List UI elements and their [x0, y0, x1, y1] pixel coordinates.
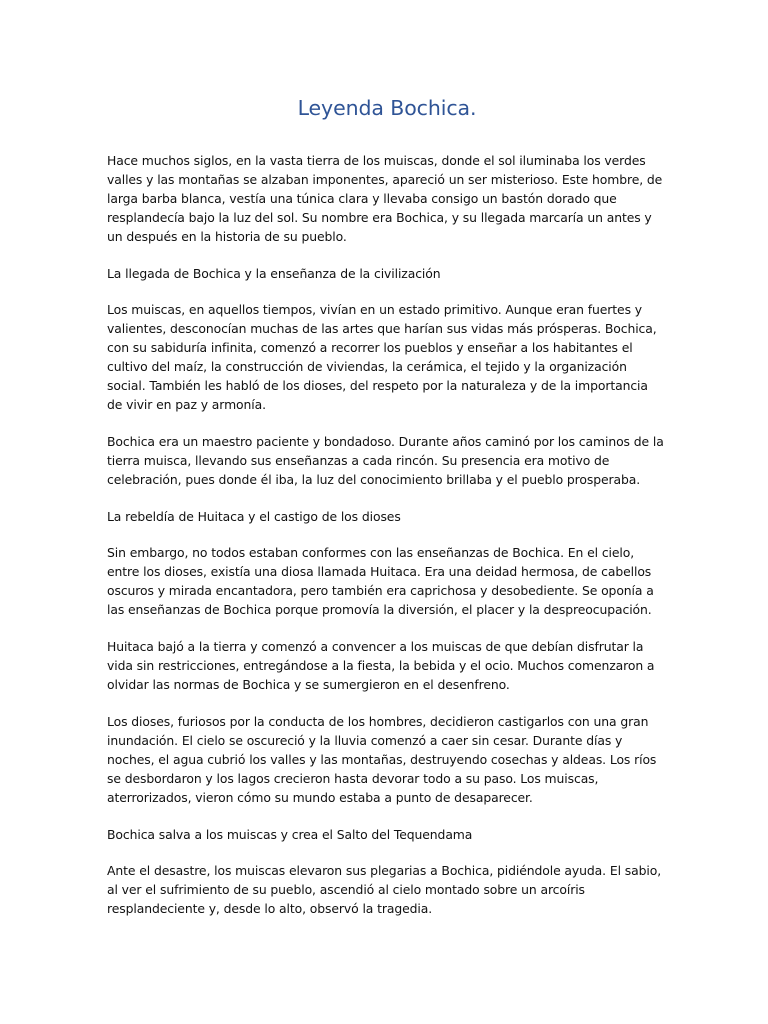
paragraph-huitaca-earth: Huitaca bajó a la tierra y comenzó a convencer a los muiscas de que debían disfrutar la vida sin restricciones, entregándose a la fiesta, la bebida y el ocio. Muchos comenzaron a olvidar las normas de Bochica y se sumergieron en el desenfreno.: [107, 639, 655, 692]
paragraph-muiscas-primitive: Los muiscas, en aquellos tiempos, vivían en un estado primitivo. Aunque eran fuertes y valientes, desconocían muchas de las artes que harían sus vidas más prósperas. Bochica, con su sabiduría infinita, comenzó a recorrer los pueblos y enseñar a los habitantes el cultivo del maíz, la construcción de viviendas, la cerámica, el tejido y la organización social. También les habló de los dioses, del respeto por la naturaleza y de la importancia de vivir en paz y armonía.: [107, 302, 657, 412]
paragraph-intro: Hace muchos siglos, en la vasta tierra de los muiscas, donde el sol iluminaba los verdes valles y las montañas se alzaban imponentes, apareció un ser misterioso. Este hombre, de larga barba blanca, vestía una túnica clara y llevaba consigo un bastón dorado que resplandecía bajo la luz del sol. Su nombre era Bochica, y su llegada marcaría un antes y un después en la historia de su pueblo.: [107, 153, 663, 244]
paragraph-flood: Los dioses, furiosos por la conducta de los hombres, decidieron castigarlos con una gran inundación. El cielo se oscureció y la lluvia comenzó a caer sin cesar. Durante días y noches, el agua cubrió los valles y las montañas, destruyendo cosechas y aldeas. Los ríos se desbordaron y los lagos crecieron hasta devorar todo a su paso. Los muiscas, aterrorizados, vieron cómo su mundo estaba a punto de desaparecer.: [107, 714, 657, 805]
section-heading-huitaca: La rebeldía de Huitaca y el castigo de los dioses: [107, 509, 401, 524]
document-body: [107, 93, 667, 936]
section-heading-tequendama: Bochica salva a los muiscas y crea el Salto del Tequendama: [107, 827, 473, 842]
paragraph-bochica-teacher: Bochica era un maestro paciente y bondadoso. Durante años caminó por los caminos de la tierra muisca, llevando sus enseñanzas a cada rincón. Su presencia era motivo de celebración, pues donde él iba, la luz del conocimiento brillaba y el pueblo prosperaba.: [107, 434, 664, 487]
paragraph-huitaca-goddess: Sin embargo, no todos estaban conformes con las enseñanzas de Bochica. En el cielo, entre los dioses, existía una diosa llamada Huitaca. Era una deidad hermosa, de cabellos oscuros y mirada encantadora, pero también era caprichosa y desobediente. Se oponía a las enseñanzas de Bochica porque promovía la diversión, el placer y la despreocupación.: [107, 545, 654, 617]
section-heading-civilization: La llegada de Bochica y la enseñanza de la civilización: [107, 266, 441, 281]
document-title: Leyenda Bochica.: [297, 96, 477, 120]
paragraph-bochica-rainbow: Ante el desastre, los muiscas elevaron sus plegarias a Bochica, pidiéndole ayuda. El sabio, al ver el sufrimiento de su pueblo, ascendió al cielo montado sobre un arcoíris resplandeciente y, desde lo alto, observó la tragedia.: [107, 863, 662, 916]
